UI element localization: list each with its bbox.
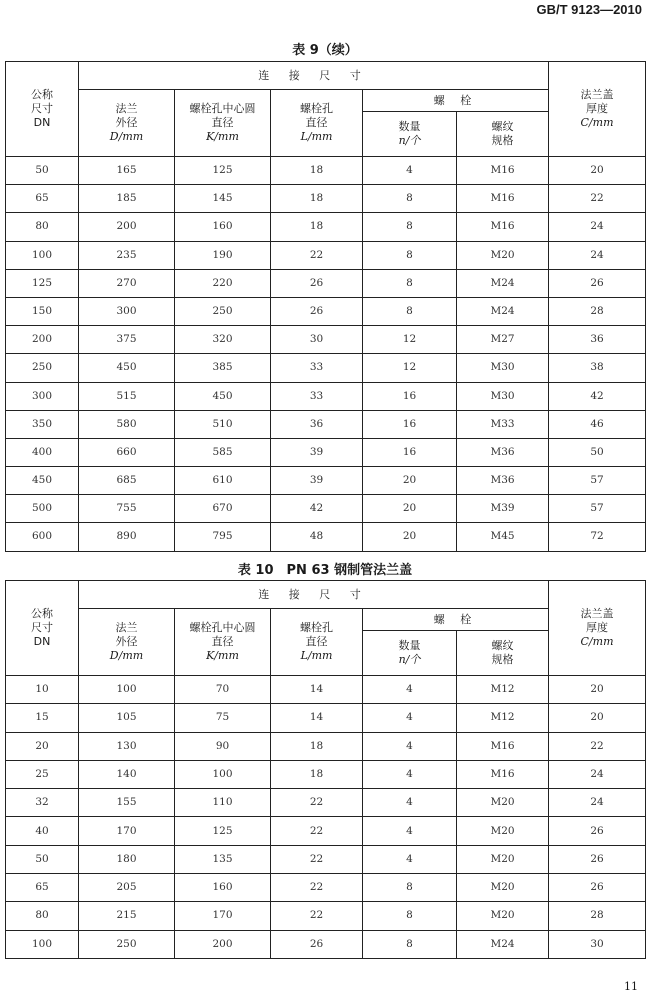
table-cell: 18 [271, 213, 363, 241]
col-bolt-thread: 螺纹 规格 [457, 112, 549, 157]
table-row [6, 523, 646, 551]
table-cell: M30 [457, 354, 549, 382]
table-cell: 8 [363, 185, 457, 213]
table-row [6, 157, 646, 185]
table-10-body [6, 676, 646, 959]
table-row [6, 732, 646, 760]
table-cell: M45 [457, 523, 549, 551]
table-cell: 580 [79, 410, 175, 438]
table-cell: 22 [271, 789, 363, 817]
table-row [6, 354, 646, 382]
table-cell: 300 [6, 382, 79, 410]
table-cell: 135 [175, 845, 271, 873]
table-9-title: 表 9（续） [292, 43, 358, 58]
table-cell: 75 [175, 704, 271, 732]
table-cell: 30 [271, 326, 363, 354]
table-row [6, 297, 646, 325]
table-row [6, 760, 646, 788]
col-bolt-qty: 数量 n/个 [363, 631, 457, 676]
table-10-title: 表 10 PN 63 钢制管法兰盖 [237, 563, 413, 578]
table-cell: 385 [175, 354, 271, 382]
table-row [6, 213, 646, 241]
table-cell: 57 [549, 467, 646, 495]
table-cell: 65 [6, 185, 79, 213]
table-cell: 50 [6, 157, 79, 185]
col-group-connection: 连 接 尺 寸 [79, 581, 549, 609]
table-cell: 80 [6, 213, 79, 241]
table-cell: 160 [175, 874, 271, 902]
table-cell: 8 [363, 269, 457, 297]
table-cell: 4 [363, 732, 457, 760]
table-cell: M20 [457, 241, 549, 269]
table-cell: 36 [271, 410, 363, 438]
table-cell: 200 [6, 326, 79, 354]
table-cell: 32 [6, 789, 79, 817]
table-cell: 20 [363, 495, 457, 523]
table-cell: 90 [175, 732, 271, 760]
table-cell: M20 [457, 902, 549, 930]
table-cell: 20 [363, 467, 457, 495]
table-cell: 16 [363, 438, 457, 466]
table-cell: 610 [175, 467, 271, 495]
table-cell: 4 [363, 704, 457, 732]
table-cell: 22 [549, 732, 646, 760]
table-cell: 18 [271, 185, 363, 213]
table-cell: 22 [271, 845, 363, 873]
table-cell: 250 [175, 297, 271, 325]
col-thickness: 法兰盖 厚度 C/mm [549, 581, 646, 676]
table-cell: 170 [175, 902, 271, 930]
table-cell: 125 [175, 817, 271, 845]
table-cell: 890 [79, 523, 175, 551]
table-row [6, 495, 646, 523]
table-cell: M24 [457, 297, 549, 325]
table-row [6, 438, 646, 466]
table-cell: 15 [6, 704, 79, 732]
table-cell: 8 [363, 241, 457, 269]
table-cell: 24 [549, 760, 646, 788]
table-cell: 20 [363, 523, 457, 551]
table-cell: 12 [363, 354, 457, 382]
table-cell: 515 [79, 382, 175, 410]
table-cell: 20 [549, 704, 646, 732]
table-row [6, 382, 646, 410]
col-bolt-circle: 螺栓孔中心圆 直径 K/mm [175, 90, 271, 157]
table-cell: 4 [363, 157, 457, 185]
table-row [6, 410, 646, 438]
table-cell: 24 [549, 789, 646, 817]
table-cell: 685 [79, 467, 175, 495]
table-cell: 205 [79, 874, 175, 902]
table-cell: 70 [175, 676, 271, 704]
table-cell: 250 [79, 930, 175, 958]
table-cell: 450 [175, 382, 271, 410]
table-cell: 8 [363, 902, 457, 930]
table-cell: 4 [363, 760, 457, 788]
table-cell: 20 [6, 732, 79, 760]
table-cell: 40 [6, 817, 79, 845]
table-cell: 42 [549, 382, 646, 410]
table-cell: 46 [549, 410, 646, 438]
table-cell: M12 [457, 676, 549, 704]
table-10 [5, 580, 646, 959]
table-cell: M20 [457, 789, 549, 817]
table-cell: 105 [79, 704, 175, 732]
table-cell: 18 [271, 157, 363, 185]
table-cell: 14 [271, 704, 363, 732]
col-flange-od: 法兰 外径 D/mm [79, 90, 175, 157]
table-cell: 16 [363, 410, 457, 438]
col-bolt-thread: 螺纹 规格 [457, 631, 549, 676]
table-cell: 250 [6, 354, 79, 382]
table-cell: 270 [79, 269, 175, 297]
table-cell: 450 [79, 354, 175, 382]
table-cell: 235 [79, 241, 175, 269]
table-cell: 165 [79, 157, 175, 185]
table-cell: 100 [6, 930, 79, 958]
table-cell: 180 [79, 845, 175, 873]
table-cell: 400 [6, 438, 79, 466]
table-cell: 125 [175, 157, 271, 185]
table-cell: 50 [549, 438, 646, 466]
table-9 [5, 61, 646, 552]
table-cell: 8 [363, 213, 457, 241]
table-cell: M16 [457, 213, 549, 241]
table-cell: 18 [271, 760, 363, 788]
table-cell: 24 [549, 213, 646, 241]
table-cell: 22 [271, 241, 363, 269]
table-cell: 100 [6, 241, 79, 269]
table-cell: M16 [457, 157, 549, 185]
table-cell: 42 [271, 495, 363, 523]
table-cell: 26 [271, 930, 363, 958]
table-cell: 200 [175, 930, 271, 958]
table-cell: 22 [549, 185, 646, 213]
table-cell: 100 [79, 676, 175, 704]
table-cell: 30 [549, 930, 646, 958]
table-cell: 450 [6, 467, 79, 495]
table-cell: 4 [363, 817, 457, 845]
table-cell: 10 [6, 676, 79, 704]
table-cell: 33 [271, 354, 363, 382]
table-cell: M36 [457, 438, 549, 466]
table-cell: 100 [175, 760, 271, 788]
table-cell: M24 [457, 930, 549, 958]
table-cell: 18 [271, 732, 363, 760]
table-cell: 22 [271, 817, 363, 845]
table-row [6, 269, 646, 297]
table-cell: 20 [549, 676, 646, 704]
col-bolt-qty: 数量 n/个 [363, 112, 457, 157]
col-bolt-circle: 螺栓孔中心圆 直径 K/mm [175, 609, 271, 676]
table-cell: 215 [79, 902, 175, 930]
table-cell: 28 [549, 902, 646, 930]
table-cell: 795 [175, 523, 271, 551]
table-cell: 130 [79, 732, 175, 760]
col-flange-od: 法兰 外径 D/mm [79, 609, 175, 676]
table-cell: 350 [6, 410, 79, 438]
col-group-bolt: 螺 栓 [363, 90, 549, 112]
table-cell: 4 [363, 789, 457, 817]
table-cell: 110 [175, 789, 271, 817]
table-cell: 24 [549, 241, 646, 269]
table-cell: M30 [457, 382, 549, 410]
table-cell: 8 [363, 297, 457, 325]
table-cell: 755 [79, 495, 175, 523]
table-cell: 190 [175, 241, 271, 269]
col-group-bolt: 螺 栓 [363, 609, 549, 631]
table-cell: 39 [271, 467, 363, 495]
table-cell: M20 [457, 817, 549, 845]
table-cell: 20 [549, 157, 646, 185]
table-cell: 510 [175, 410, 271, 438]
col-bolt-hole: 螺栓孔 直径 L/mm [271, 90, 363, 157]
col-group-connection: 连 接 尺 寸 [79, 62, 549, 90]
table-cell: M16 [457, 760, 549, 788]
table-cell: 660 [79, 438, 175, 466]
table-cell: 300 [79, 297, 175, 325]
table-row [6, 241, 646, 269]
table-cell: M36 [457, 467, 549, 495]
table-cell: 160 [175, 213, 271, 241]
table-cell: M24 [457, 269, 549, 297]
table-cell: 16 [363, 382, 457, 410]
table-cell: M33 [457, 410, 549, 438]
table-cell: 585 [175, 438, 271, 466]
table-9-body [6, 157, 646, 552]
table-cell: 39 [271, 438, 363, 466]
table-cell: 33 [271, 382, 363, 410]
table-cell: 145 [175, 185, 271, 213]
table-row [6, 874, 646, 902]
table-cell: 4 [363, 845, 457, 873]
col-nominal-size: 公称 尺寸 DN [6, 62, 79, 157]
table-cell: 26 [271, 297, 363, 325]
table-row [6, 902, 646, 930]
table-cell: 28 [549, 297, 646, 325]
table-cell: 4 [363, 676, 457, 704]
table-row [6, 467, 646, 495]
table-cell: 200 [79, 213, 175, 241]
table-cell: M16 [457, 185, 549, 213]
table-row [6, 326, 646, 354]
table-cell: 140 [79, 760, 175, 788]
standard-code: GB/T 9123—2010 [536, 2, 642, 17]
table-cell: 125 [6, 269, 79, 297]
table-cell: 25 [6, 760, 79, 788]
table-row [6, 704, 646, 732]
table-cell: 26 [549, 817, 646, 845]
table-cell: 48 [271, 523, 363, 551]
table-cell: 26 [271, 269, 363, 297]
table-cell: 8 [363, 874, 457, 902]
col-nominal-size: 公称 尺寸 DN [6, 581, 79, 676]
table-row [6, 185, 646, 213]
table-cell: M20 [457, 874, 549, 902]
table-cell: 38 [549, 354, 646, 382]
table-row [6, 845, 646, 873]
col-bolt-hole: 螺栓孔 直径 L/mm [271, 609, 363, 676]
table-cell: 57 [549, 495, 646, 523]
table-cell: 320 [175, 326, 271, 354]
table-cell: 36 [549, 326, 646, 354]
table-row [6, 817, 646, 845]
table-cell: M12 [457, 704, 549, 732]
table-cell: M20 [457, 845, 549, 873]
table-cell: M16 [457, 732, 549, 760]
table-cell: 8 [363, 930, 457, 958]
table-cell: 14 [271, 676, 363, 704]
table-row [6, 789, 646, 817]
table-cell: 72 [549, 523, 646, 551]
table-cell: M39 [457, 495, 549, 523]
table-cell: 12 [363, 326, 457, 354]
table-cell: 80 [6, 902, 79, 930]
table-cell: 600 [6, 523, 79, 551]
table-cell: 50 [6, 845, 79, 873]
table-cell: 26 [549, 874, 646, 902]
table-cell: M27 [457, 326, 549, 354]
table-cell: 170 [79, 817, 175, 845]
table-cell: 375 [79, 326, 175, 354]
table-cell: 65 [6, 874, 79, 902]
table-cell: 500 [6, 495, 79, 523]
table-cell: 22 [271, 902, 363, 930]
page-number: 11 [624, 980, 638, 993]
table-cell: 155 [79, 789, 175, 817]
table-cell: 185 [79, 185, 175, 213]
table-cell: 26 [549, 845, 646, 873]
table-cell: 26 [549, 269, 646, 297]
table-row [6, 930, 646, 958]
table-cell: 220 [175, 269, 271, 297]
table-row [6, 676, 646, 704]
col-thickness: 法兰盖 厚度 C/mm [549, 62, 646, 157]
table-cell: 670 [175, 495, 271, 523]
table-cell: 150 [6, 297, 79, 325]
table-cell: 22 [271, 874, 363, 902]
